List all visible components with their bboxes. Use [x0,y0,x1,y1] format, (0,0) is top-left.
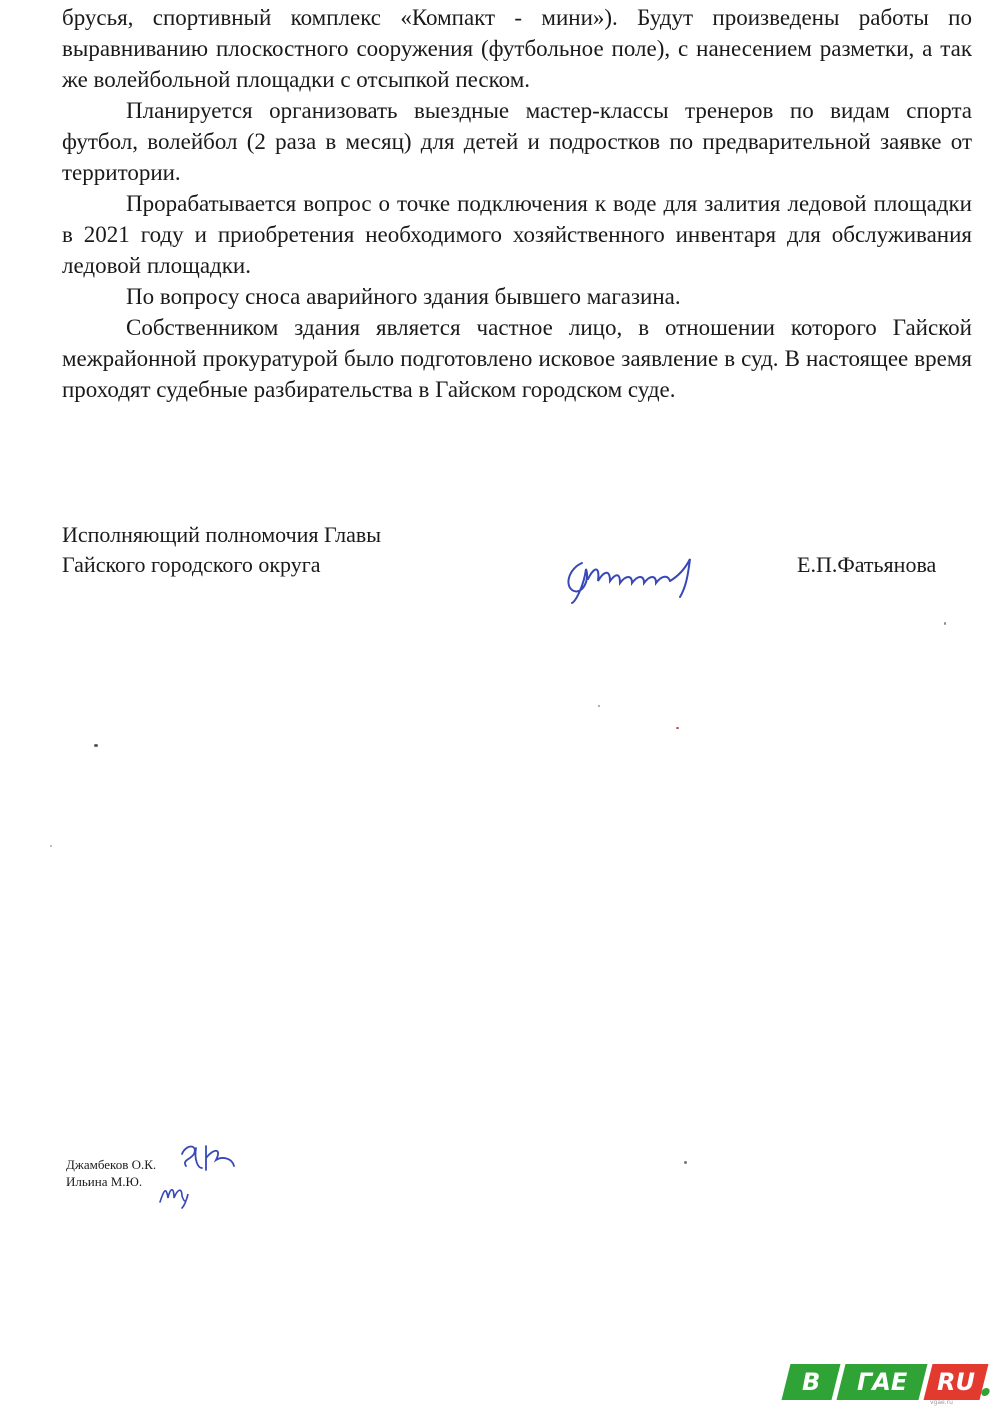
executors [66,1156,156,1190]
logo-part-ru: RU [924,1364,989,1400]
scan-speck [676,727,679,729]
paragraph-2: Планируется организовать выездные мастер-классы тренеров по видам спорта футбол, волейбол (2 раза в месяц) для детей и подростков по предварительной заявке от территории. [62,98,972,185]
executor-1-initials [176,1138,240,1176]
position-line-2: Гайского городского округа [62,552,321,577]
scan-speck [684,1161,687,1164]
paragraph-3: Прорабатывается вопрос о точке подключения к воде для залития ледовой площадки в 2021 году и приобретения необходимого хозяйственного инвентаря для обслуживания ледовой площадки. [62,191,972,278]
logo-subtitle: vgae.ru [930,1399,953,1406]
executor-2-initials [156,1176,196,1210]
scan-speck [598,705,600,707]
scan-speck [944,622,946,625]
scan-speck [94,744,98,747]
logo-part-gae: ГАЕ [837,1364,928,1400]
document-body [62,2,972,405]
executor-2: Ильина М.Ю. [66,1174,143,1189]
signatory-position [62,520,381,580]
paragraph-5: Собственником здания является частное лицо, в отношении которого Гайской межрайонной прокуратурой было подготовлено исковое заявление в суд. В настоящее время проходят судебные разбирательства в Гайском городском суде. [62,315,972,402]
site-logo [786,1364,984,1400]
paragraph-4: По вопросу сноса аварийного здания бывшего магазина. [126,284,681,309]
handwritten-signature [560,545,710,610]
scan-speck [50,845,52,847]
logo-part-b: В [782,1364,841,1400]
paragraph-1: брусья, спортивный комплекс «Компакт - мини»). Будут произведены работы по выравниванию плоскостного сооружения (футбольное поле), с нанесением разметки, а так же волейбольной площадки с отсыпкой песком. [62,5,972,92]
signer-name: Е.П.Фатьянова [797,552,937,577]
position-line-1: Исполняющий полномочия Главы [62,522,382,547]
executor-1: Джамбеков О.К. [66,1157,157,1172]
